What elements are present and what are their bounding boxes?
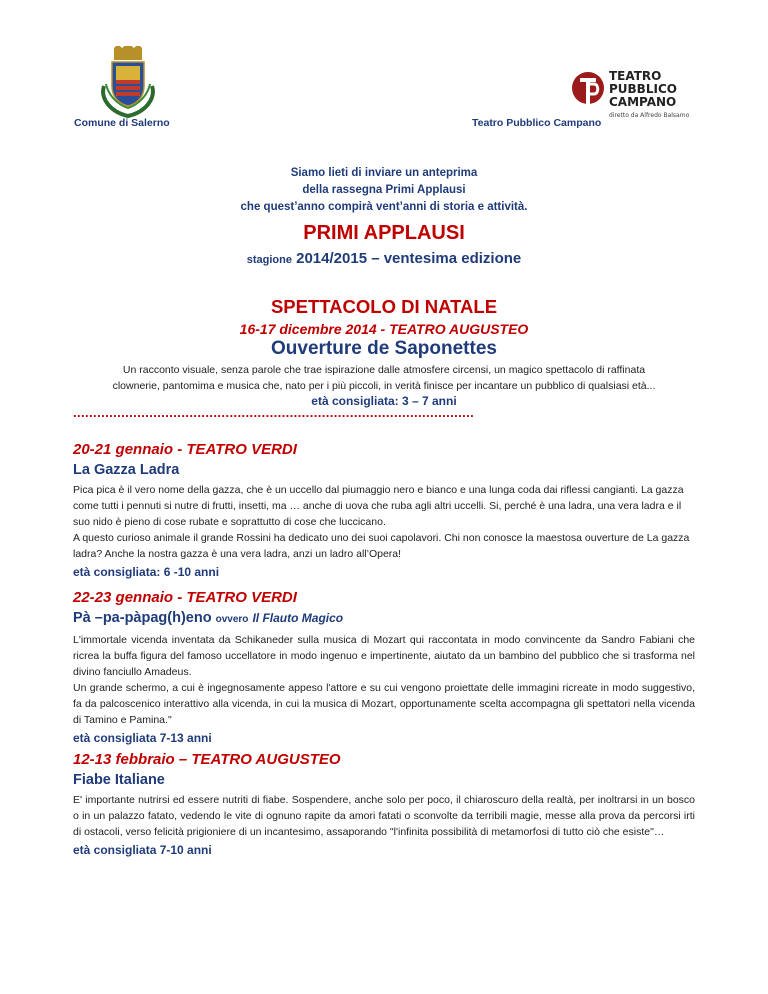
- christmas-description: [60, 362, 708, 394]
- intro-line: della rassegna Primi Applausi: [302, 184, 466, 196]
- event-date: 22-23 gennaio - TEATRO VERDI: [73, 589, 297, 606]
- event-title: Pà –pa-pàpag(h)eno: [73, 610, 212, 626]
- season-prefix: stagione: [246, 254, 292, 266]
- event-title-ovvero: ovvero: [215, 614, 249, 625]
- event-desc-paragraph: Pica pica è il vero nome della gazza, che è un uccello dal piumaggio nero e bianco e una lunga coda dai riflessi cangianti. La gazza come tutti i pennuti si nutre di frutti, insetti, ma … anche di uova che ruba agli altri uccelli. Si, perché è una ladra, una vera ladra e il suo nido è pieno di cose rubate e soprattutto di cose che luccicano.: [73, 484, 684, 528]
- event-title-line: [73, 608, 695, 630]
- event-title: La Gazza Ladra: [73, 462, 180, 478]
- event-description: [73, 792, 695, 840]
- main-title: PRIMI APPLAUSI: [303, 222, 465, 244]
- event-block: [73, 588, 695, 747]
- svg-text:CAMPANO: CAMPANO: [609, 95, 677, 109]
- christmas-desc-line: Un racconto visuale, senza parole che trae ispirazione dalle atmosfere circensi, un magico spettacolo di raffinata: [122, 364, 646, 376]
- svg-text:PUBBLICO: PUBBLICO: [609, 82, 677, 96]
- dotted-separator: ....................................................................................................: [73, 405, 475, 420]
- season-text: 2014/2015 – ventesima edizione: [296, 250, 522, 267]
- intro-line: che quest’anno compirà vent’anni di storia e attività.: [240, 201, 528, 213]
- comune-di-salerno-label: Comune di Salerno: [74, 117, 170, 129]
- event-description: [73, 482, 695, 562]
- intro-line: Siamo lieti di inviare un anteprima: [290, 167, 478, 179]
- christmas-heading: SPETTACOLO DI NATALE: [270, 296, 498, 317]
- intro-paragraph: [60, 165, 708, 216]
- event-desc-paragraph: L'immortale vicenda inventata da Schikaneder sulla musica di Mozart qui raccontata in modo convincente da Sandro Fabiani che ricrea la buffa figura del famoso uccellatore in modo ingenuo e impertinente, aiutato da un bambino del pubblico che si trasforma nel divino fanciullo Amadeus.: [73, 634, 695, 678]
- event-desc-paragraph: E' importante nutrirsi ed essere nutriti di fiabe. Sospendere, anche solo per poco, il chiaroscuro della realtà, per inoltrarsi in un bosco o in un palazzo fatato, vedendo le vite di ognuno rapite da amori fatati o sconvolte da terribili magie, messe alla prova da percorsi irti di ostacoli, verso felicità prigioniere di un incantesimo, assaporando "l'infinita possibilità di metamorfosi di tutto ciò che esiste"…: [73, 794, 695, 838]
- christmas-date: 16-17 dicembre 2014 - TEATRO AUGUSTEO: [239, 321, 529, 337]
- event-title-alt: Il Flauto Magico: [252, 611, 344, 625]
- christmas-show-title: Ouverture de Saponettes: [271, 338, 497, 359]
- event-desc-paragraph: A questo curioso animale il grande Rossini ha dedicato uno dei suoi capolavori. Chi non conosce la maestosa ouverture de La gazza ladra? Anche la nostra gazza è una vera ladra, anzi un ladro all’Opera!: [73, 532, 690, 560]
- christmas-age: età consigliata: 3 – 7 anni: [311, 394, 457, 408]
- event-age: età consigliata 7-10 anni: [73, 843, 212, 857]
- event-date: 20-21 gennaio - TEATRO VERDI: [73, 441, 297, 458]
- teatro-pubblico-campano-label: Teatro Pubblico Campano: [472, 117, 602, 129]
- event-desc-paragraph: Un grande schermo, a cui è ingegnosamente appeso l'attore e su cui vengono proiettate delle immagini ricreate in modo suggestivo, fa da palcoscenico interattivo alla vicenda, in cui la musica di Mozart, opportunamente scelta accompagna gli spettatori nella vicenda di Tamino e Pamina.": [73, 682, 695, 726]
- event-block: [73, 750, 695, 859]
- svg-text:TEATRO: TEATRO: [609, 69, 662, 83]
- comune-di-salerno-crest: [96, 46, 160, 118]
- event-age: età consigliata: 6 -10 anni: [73, 565, 220, 579]
- event-age: età consigliata 7-13 anni: [73, 731, 212, 745]
- season-line: [60, 250, 708, 267]
- teatro-pubblico-campano-logo: [571, 66, 691, 120]
- event-block: [73, 440, 695, 581]
- christmas-desc-line: clownerie, pantomima e musica che, nato per i più piccoli, in verità finisce per incantare un pubblico di qualsiasi età...: [112, 380, 656, 392]
- event-title: Fiabe Italiane: [73, 772, 165, 788]
- event-date: 12-13 febbraio – TEATRO AUGUSTEO: [73, 751, 341, 768]
- event-description: [73, 632, 695, 728]
- svg-text:diretto da Alfredo Balsamo: diretto da Alfredo Balsamo: [609, 112, 690, 119]
